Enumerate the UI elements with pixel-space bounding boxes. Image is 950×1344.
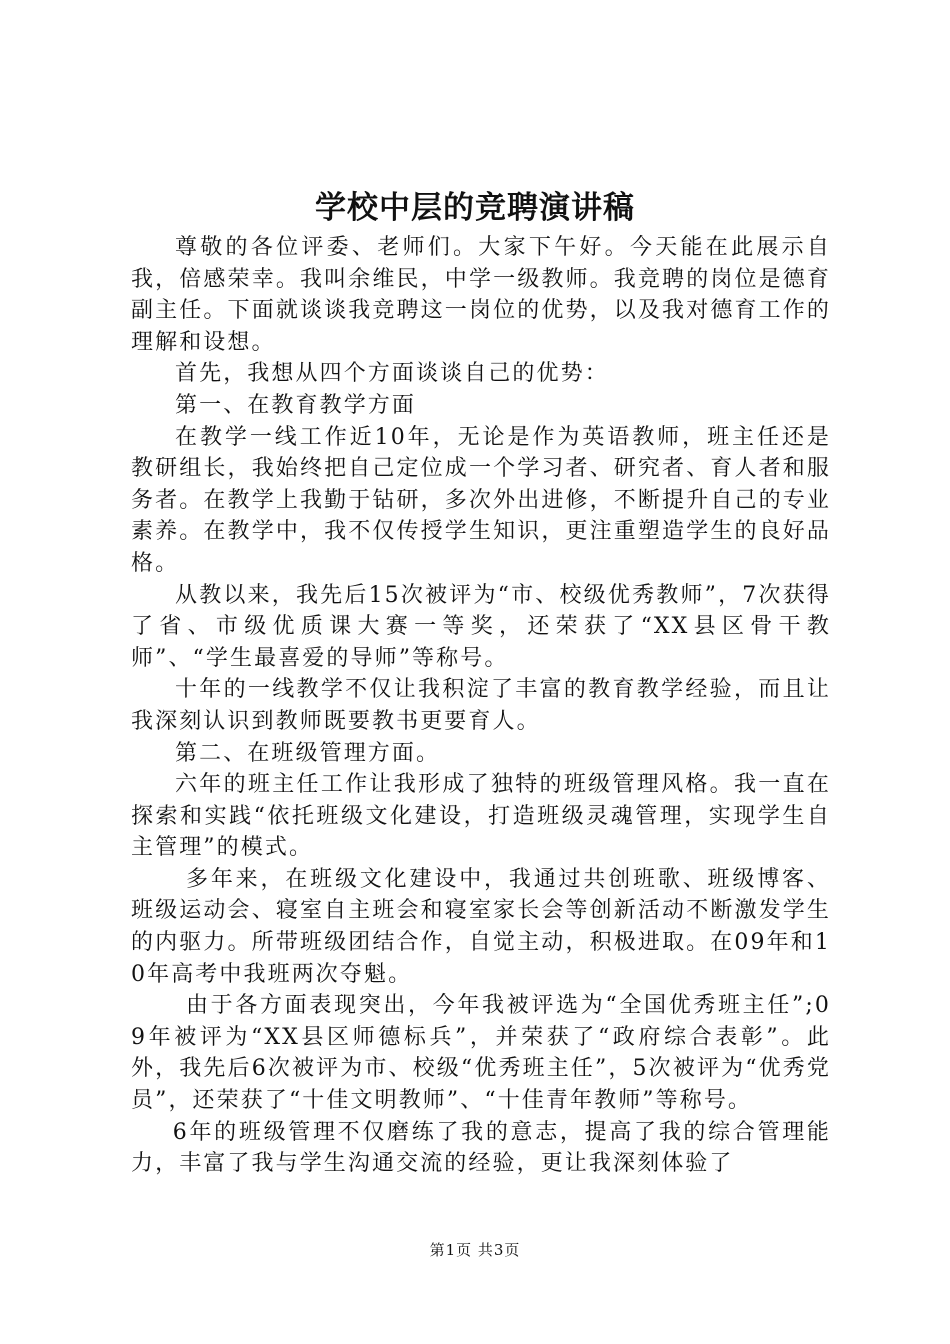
document-body (131, 232, 831, 1180)
paragraph-teaching-summary: 十年的一线教学不仅让我积淀了丰富的教育教学经验，而且让我深刻认识到教师既要教书更要育人。 (131, 677, 831, 734)
paragraph-teaching-awards: 从教以来，我先后15次被评为“市、校级优秀教师”，7次获得了省、市级优质课大赛一等奖，还荣获了“XX县区骨干教师”、“学生最喜爱的导师”等称号。 (131, 582, 831, 671)
paragraph-class-awards: 由于各方面表现突出，今年我被评选为“全国优秀班主任”;09年被评为“XX县区师德标兵”，并荣获了“政府综合表彰”。此外，我先后6次被评为市、校级“优秀班主任”，5次被评为“优秀党员”，还荣获了“十佳文明教师”、“十佳青年教师”等称号。 (131, 993, 831, 1114)
paragraph-intro-advantages: 首先，我想从四个方面谈谈自己的优势： (175, 361, 609, 387)
paragraph-class-management-style: 六年的班主任工作让我形成了独特的班级管理风格。我一直在探索和实践“依托班级文化建设，打造班级灵魂管理，实现学生自主管理”的模式。 (131, 772, 831, 861)
paragraph-class-culture: 多年来，在班级文化建设中，我通过共创班歌、班级博客、班级运动会、寝室自主班会和寝室家长会等创新活动不断激发学生的内驱力。所带班级团结合作，自觉主动，积极进取。在09年和10年高考中我班两次夺魁。 (131, 866, 831, 987)
paragraph-heading-class-management: 第二、在班级管理方面。 (175, 740, 441, 766)
paragraph-greeting: 尊敬的各位评委、老师们。大家下午好。今天能在此展示自我，倍感荣幸。我叫余维民，中学一级教师。我竞聘的岗位是德育副主任。下面就谈谈我竞聘这一岗位的优势，以及我对德育工作的理解和设想。 (131, 235, 831, 355)
document-title: 学校中层的竞聘演讲稿 (315, 190, 635, 226)
page-number-footer: 第1页 共3页 (429, 1241, 521, 1259)
paragraph-heading-teaching: 第一、在教育教学方面 (175, 392, 417, 418)
paragraph-class-summary: 6年的班级管理不仅磨练了我的意志，提高了我的综合管理能力，丰富了我与学生沟通交流的经验，更让我深刻体验了 (131, 1119, 831, 1177)
paragraph-teaching-experience: 在教学一线工作近10年，无论是作为英语教师，班主任还是教研组长，我始终把自己定位成一个学习者、研究者、育人者和服务者。在教学上我勤于钻研，多次外出进修，不断提升自己的专业素养。在教学中，我不仅传授学生知识，更注重塑造学生的良好品格。 (131, 424, 831, 576)
